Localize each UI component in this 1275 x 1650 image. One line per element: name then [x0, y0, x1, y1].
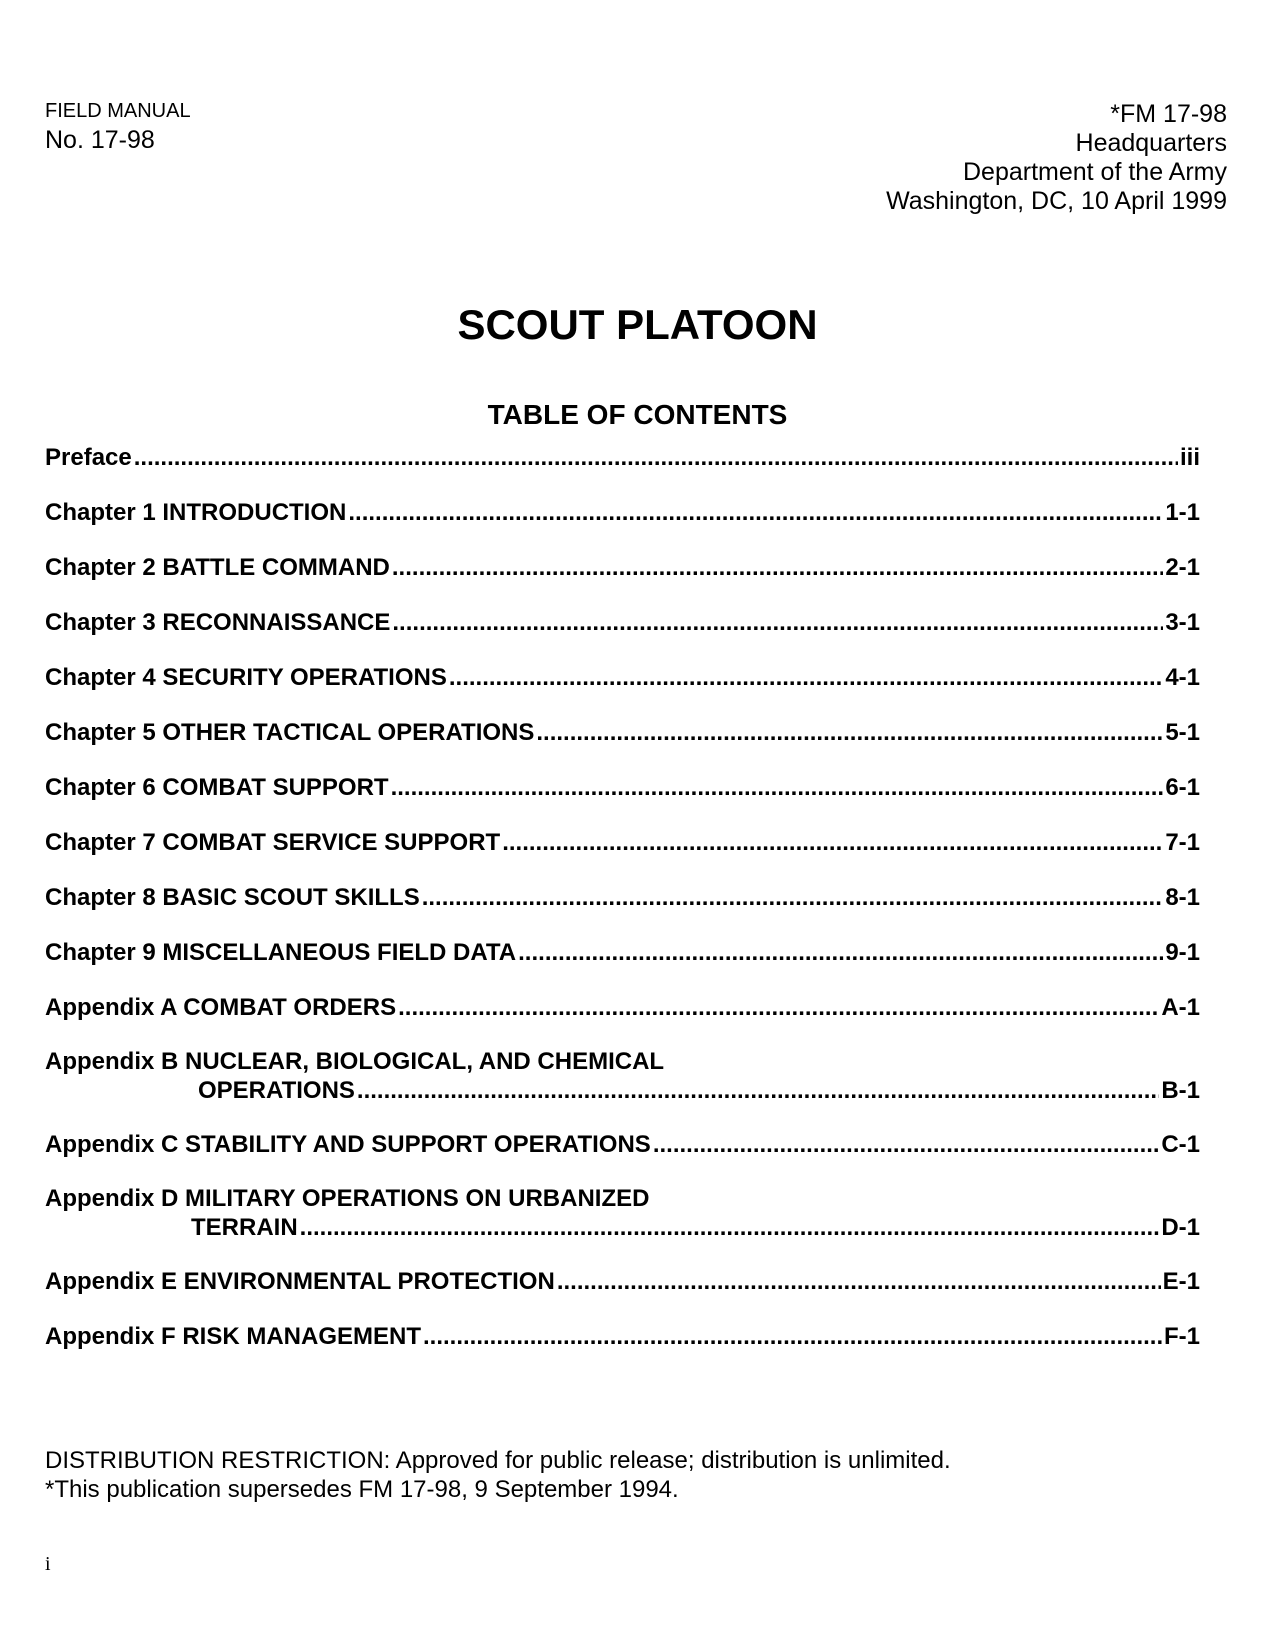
toc-entry-appendix-f[interactable]: [45, 1322, 1200, 1351]
header-right-line: Department of the Army: [962, 158, 1227, 186]
toc-entry-label: Chapter 3 RECONNAISSANCE: [45, 609, 391, 636]
toc-entry-label: Appendix B NUCLEAR, BIOLOGICAL, AND CHEMICAL: [45, 1048, 665, 1075]
toc-entry-page: 8-1: [1165, 884, 1200, 911]
dot-leader: [518, 938, 1163, 967]
toc-entry-page: B-1: [1161, 1077, 1200, 1104]
manual-number: No. 17-98: [45, 126, 155, 154]
toc-entry-chapter-4[interactable]: [45, 663, 1200, 692]
dot-leader: [392, 553, 1163, 582]
header-right: [886, 100, 1227, 216]
toc-entry-label: Chapter 4 SECURITY OPERATIONS: [45, 664, 447, 691]
toc-entry-page: F-1: [1164, 1323, 1200, 1350]
supersedes-note: *This publication supersedes FM 17-98, 9 September 1994.: [45, 1476, 679, 1503]
document-title: SCOUT PLATOON: [457, 301, 818, 348]
distribution-restriction: DISTRIBUTION RESTRICTION: Approved for public release; distribution is unlimited.: [45, 1447, 951, 1474]
toc-entry-page: D-1: [1161, 1214, 1200, 1241]
dot-leader: [653, 1130, 1160, 1159]
dot-leader: [134, 443, 1178, 472]
header-left: [45, 98, 191, 156]
toc-entry-label: Chapter 6 COMBAT SUPPORT: [45, 774, 389, 801]
toc-entry-label: Appendix F RISK MANAGEMENT: [45, 1323, 421, 1350]
dot-leader: [422, 883, 1164, 912]
dot-leader: [502, 828, 1163, 857]
toc-entry-label: Chapter 8 BASIC SCOUT SKILLS: [45, 884, 420, 911]
header-right-line: *FM 17-98: [1110, 100, 1227, 128]
field-manual-label: FIELD MANUAL: [45, 100, 191, 122]
toc-entry-page: A-1: [1161, 994, 1200, 1021]
dot-leader: [392, 608, 1163, 637]
dot-leader: [300, 1213, 1160, 1242]
dot-leader: [357, 1076, 1159, 1105]
toc-entry-chapter-5[interactable]: [45, 718, 1200, 747]
dot-leader: [449, 663, 1163, 692]
toc-entry-label: Appendix C STABILITY AND SUPPORT OPERATIONS: [45, 1131, 651, 1158]
toc-entry-page: 4-1: [1165, 664, 1200, 691]
toc-entry-page: iii: [1179, 444, 1200, 471]
toc-entry-label-continued: TERRAIN: [191, 1214, 298, 1241]
toc-entry-appendix-d[interactable]: [45, 1184, 1200, 1242]
toc-entry-label: Appendix D MILITARY OPERATIONS ON URBANIZED: [45, 1185, 650, 1212]
toc-entry-chapter-6[interactable]: [45, 773, 1200, 802]
toc-entry-page: 6-1: [1165, 774, 1200, 801]
toc-entry-chapter-7[interactable]: [45, 828, 1200, 857]
toc-entry-label-continued: OPERATIONS: [198, 1077, 355, 1104]
toc-entry-appendix-e[interactable]: [45, 1267, 1200, 1296]
page-number: i: [45, 1553, 51, 1575]
toc-entry-label: Appendix A COMBAT ORDERS: [45, 994, 397, 1021]
toc-entry-chapter-8[interactable]: [45, 883, 1200, 912]
header-right-line: Headquarters: [1075, 129, 1227, 157]
toc-entry-label: Chapter 9 MISCELLANEOUS FIELD DATA: [45, 939, 517, 966]
toc-entry-page: 5-1: [1165, 719, 1200, 746]
toc-entry-page: E-1: [1162, 1268, 1200, 1295]
dot-leader: [348, 498, 1163, 527]
toc-entry-chapter-9[interactable]: [45, 938, 1200, 967]
toc-entry-page: 2-1: [1165, 554, 1200, 581]
toc-entry-page: 1-1: [1165, 499, 1200, 526]
footer-notes: [45, 1446, 951, 1504]
toc-entry-appendix-a[interactable]: [45, 993, 1200, 1022]
dot-leader: [536, 718, 1163, 747]
toc-entry-label: Chapter 2 BATTLE COMMAND: [45, 554, 390, 581]
toc-entry-label: Chapter 7 COMBAT SERVICE SUPPORT: [45, 829, 501, 856]
dot-leader: [557, 1267, 1161, 1296]
toc-entry-page: 9-1: [1165, 939, 1200, 966]
toc-entry-label: Chapter 5 OTHER TACTICAL OPERATIONS: [45, 719, 535, 746]
dot-leader: [391, 773, 1164, 802]
toc-heading: TABLE OF CONTENTS: [487, 399, 788, 430]
toc-entry-page: C-1: [1161, 1131, 1200, 1158]
toc-entry-label: Preface: [45, 444, 132, 471]
toc-entry-page: 7-1: [1165, 829, 1200, 856]
toc-entry-page: 3-1: [1165, 609, 1200, 636]
toc-entry-chapter-2[interactable]: [45, 553, 1200, 582]
dot-leader: [423, 1322, 1162, 1351]
toc-entry-appendix-c[interactable]: [45, 1130, 1200, 1159]
dot-leader: [398, 993, 1159, 1022]
toc-entry-label: Appendix E ENVIRONMENTAL PROTECTION: [45, 1268, 555, 1295]
header-right-line: Washington, DC, 10 April 1999: [886, 187, 1227, 215]
toc-entry-appendix-b[interactable]: [45, 1047, 1200, 1105]
toc-entry-label: Chapter 1 INTRODUCTION: [45, 499, 347, 526]
toc-entry-chapter-1[interactable]: [45, 498, 1200, 527]
toc-entry-preface[interactable]: [45, 443, 1200, 472]
toc-entry-chapter-3[interactable]: [45, 608, 1200, 637]
